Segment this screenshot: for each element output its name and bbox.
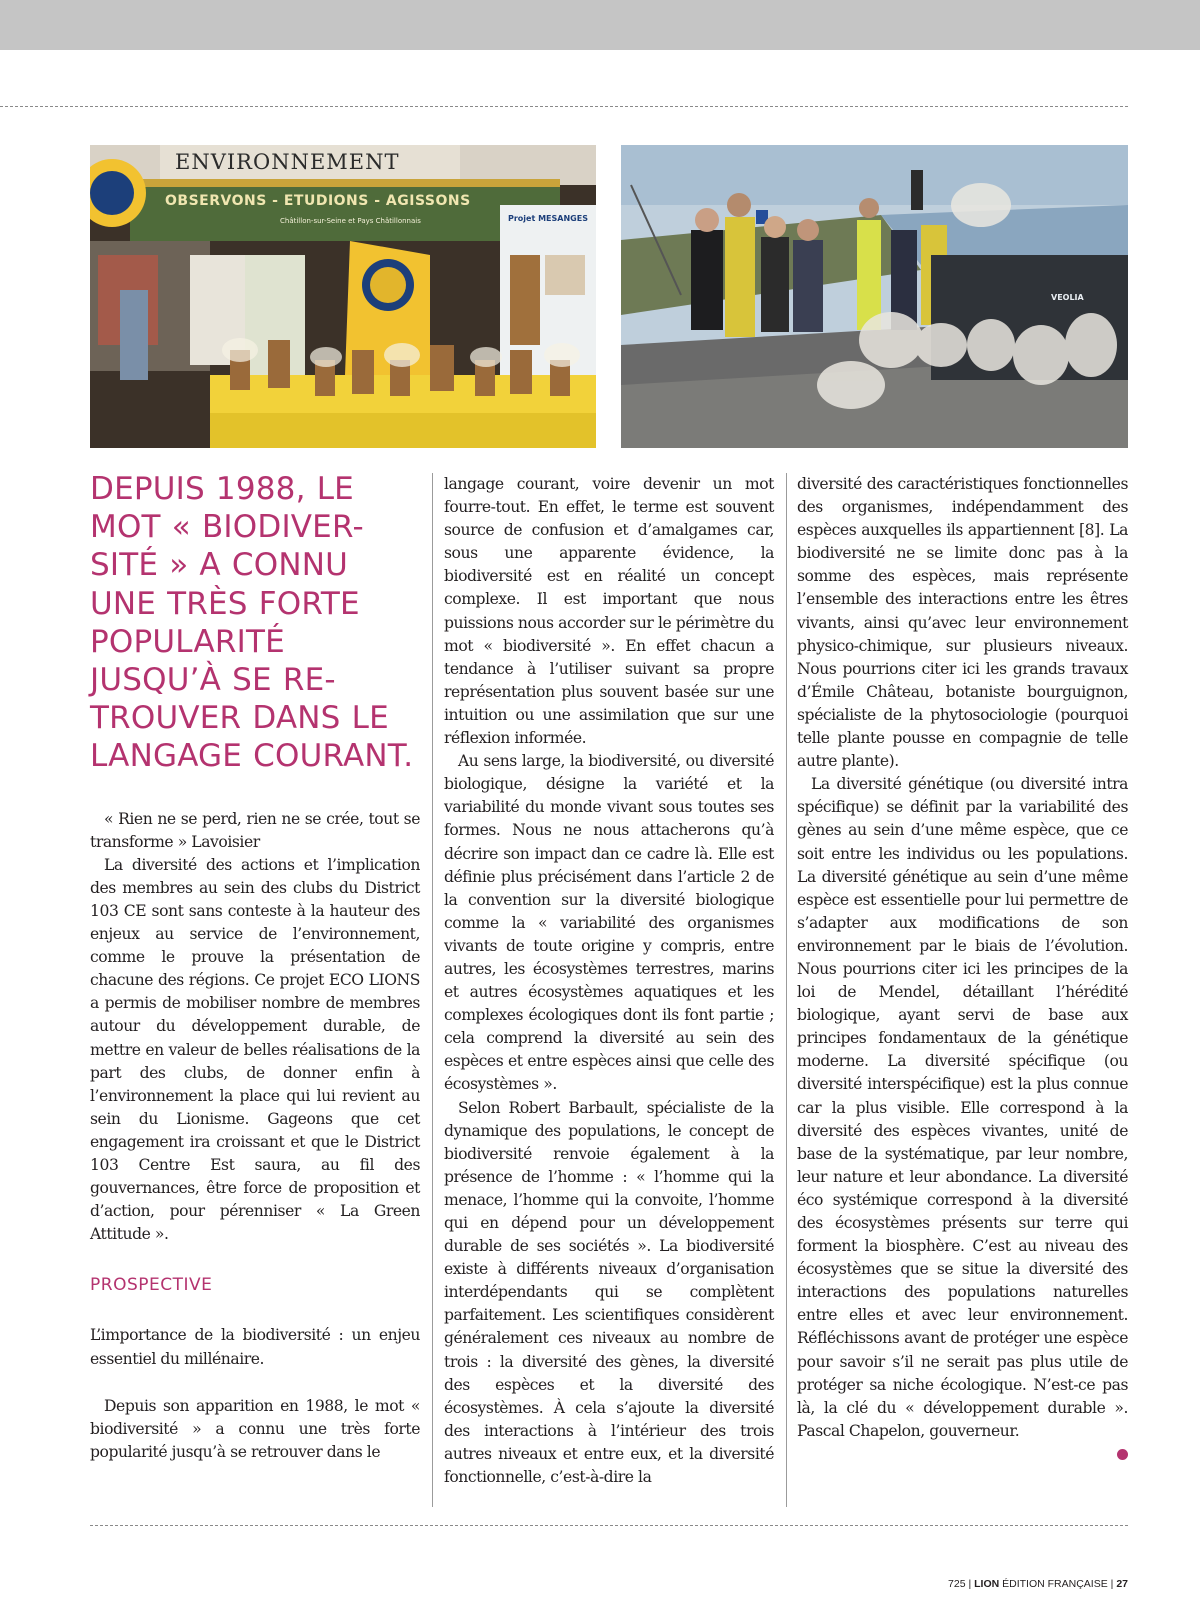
footer-issue: 725 | bbox=[948, 1578, 972, 1590]
page-footer bbox=[948, 1578, 1128, 1590]
poster-project: Projet MESANGES bbox=[508, 214, 588, 223]
column-divider-2 bbox=[786, 473, 787, 1507]
paragraph-common-language: langage courant, voire devenir un mot fourre-tout. En effet, le terme est souvent source de confusion et d’amalgames car, sous une apparente évidence, la biodiversité est en réalité un concept complexe. Il est important que nous puissions nous accorder sur le périmètre du mot « biodiversité ». En effet chacun a tendance à l’utiliser suivant sa propre représentation plus souvent basée sur une intuition ou une assimilation que sur une réflexion informée. bbox=[444, 475, 774, 748]
column-1 bbox=[90, 470, 420, 1464]
top-dashed-rule bbox=[0, 106, 1128, 107]
footer-edition: ÉDITION FRANÇAISE | bbox=[1002, 1578, 1114, 1590]
end-of-article-dot-icon bbox=[1117, 1449, 1128, 1460]
cleanup-photo-illustration bbox=[621, 145, 1128, 448]
photo-environment-stand bbox=[90, 145, 596, 448]
section-title-prospective: PROSPECTIVE bbox=[90, 1275, 213, 1296]
stand-photo-illustration bbox=[90, 145, 596, 448]
column-1-body bbox=[90, 808, 420, 1464]
banner-title: ENVIRONNEMENT bbox=[175, 150, 400, 174]
paragraph-functional-diversity: diversité des caractéristiques fonctionnelles des organismes, indépendamment des espèces auxquelles ils appartiennent [8]. La biodiversité ne se limite donc pas à la somme des espèces, mais représente l’ensemble des interactions entre les êtres vivants, ainsi qu’avec leur environnement physico-chimique, sur plusieurs niveaux. Nous pourrions citer ici les grands travaux d’Émile Château, botaniste bourguignon, spécialiste de la phytosociologie (pourquoi telle plante pousse en compagnie de telle autre plante). bbox=[797, 475, 1128, 771]
photo-river-cleanup bbox=[621, 145, 1128, 448]
paragraph-since-1988: Depuis son apparition en 1988, le mot « biodiversité » a connu une très forte popularité jusqu’à se retrouver dans le bbox=[90, 1396, 420, 1461]
banner-location: Châtillon-sur-Seine et Pays Châtillonnais bbox=[280, 217, 421, 225]
pull-quote-headline: DEPUIS 1988, LE MOT « BIODIVER-SITÉ » A CONNU UNE TRÈS FORTE POPULARITÉ JUSQU’À SE RE-TROUVER DANS LE LANGAGE COURANT. bbox=[90, 471, 414, 775]
paragraph-district-actions: La diversité des actions et l’implication des membres au sein des clubs du District 103 CE sont sans conteste à la hauteur des enjeux au service de l’environnement, comme le prouve la présentation de chacune des régions. Ce projet ECO LIONS a permis de mobiliser nombre de membres autour du développement durable, de mettre en valeur de belles réalisations de la part des clubs, de donner enfin à l’environnement la place qui lui revient au sein du Lionisme. Gageons que cet engagement ira croissant et que le District 103 Centre Est saura, au fil des gouvernances, être force de proposition et d’action, pour pérenniser « La Green Attitude ». bbox=[90, 855, 420, 1244]
column-3 bbox=[797, 473, 1128, 1460]
banner-slogan: OBSERVONS - ETUDIONS - AGISSONS bbox=[165, 193, 471, 209]
bottom-dashed-rule bbox=[90, 1525, 1128, 1526]
lavoisier-quote: « Rien ne se perd, rien ne se crée, tout se transforme » Lavoisier bbox=[90, 809, 420, 851]
paragraph-barbault: Selon Robert Barbault, spécialiste de la dynamique des populations, le concept de biodiversité renvoie également à la présence de l’homme : « l’homme qui la menace, l’homme qui la convoite, l’homme qui en dépend pour un développement durable de ses sociétés ». La biodiversité existe à différents niveaux d’organisation interdépendants qui se complètent parfaitement. Les scientifiques considèrent généralement ces niveaux au nombre de trois : la diversité des gènes, la diversité des espèces et la diversité des écosystèmes. À cela s’ajoute la diversité des interactions à l’intérieur des trois autres niveaux et entre eux, et la diversité fonctionnelle, c’est-à-dire la bbox=[444, 1098, 774, 1487]
paragraph-broad-sense: Au sens large, la biodiversité, ou diversité biologique, désigne la variété et la variabilité du monde vivant sous toutes ses formes. Nous ne nous attacherons qu’à décrire son impact dan ce cadre là. Elle est définie plus précisément dans l’article 2 de la convention sur la diversité biologique comme la « variabilité des organismes vivants de toute origine y compris, entre autres, les écosystèmes terrestres, marins et autres écosystèmes aquatiques et les complexes écologiques dont ils font partie ; cela comprend la diversité au sein des espèces et entre espèces ainsi que celle des écosystèmes ». bbox=[444, 752, 774, 1094]
section-lead: L’importance de la biodiversité : un enjeu essentiel du millénaire. bbox=[90, 1326, 420, 1368]
page-number: 27 bbox=[1116, 1578, 1128, 1590]
column-divider-1 bbox=[432, 473, 433, 1507]
paragraph-genetic-diversity: La diversité génétique (ou diversité intra spécifique) se définit par la variabilité des gènes au sein d’une même espèce, que ce soit entre les individus ou les populations. La diversité génétique au sein d’une même espèce est essentielle pour lui permettre de s’adapter aux modifications de son environnement par le biais de l’évolution. Nous pourrions citer ici les principes de la loi de Mendel, détaillant l’hérédité biologique, ayant servi de base aux principes fondamentaux de la génétique moderne. La diversité spécifique (ou diversité interspécifique) est la plus connue car la plus visible. Elle correspond à la diversité des espèces vivantes, unité de base de la systématique, par leur nombre, leur nature et leur abondance. La diversité éco systémique correspond à la diversité des écosystèmes présents sur terre qui forment la biosphère. C’est au niveau des écosystèmes que se situe la diversité des interactions des populations naturelles entre elles et avec leur environnement. Réfléchissons avant de protéger une espèce pour savoir s’il ne serait pas plus utile de protéger sa niche écologique. N’est-ce pas là, la clé du « développement durable ». Pascal Chapelon, gouverneur. bbox=[797, 775, 1128, 1440]
top-gray-band bbox=[0, 0, 1200, 50]
bin-label: VEOLIA bbox=[1051, 293, 1084, 302]
column-2 bbox=[444, 473, 774, 1489]
footer-brand: LION bbox=[974, 1578, 1000, 1590]
